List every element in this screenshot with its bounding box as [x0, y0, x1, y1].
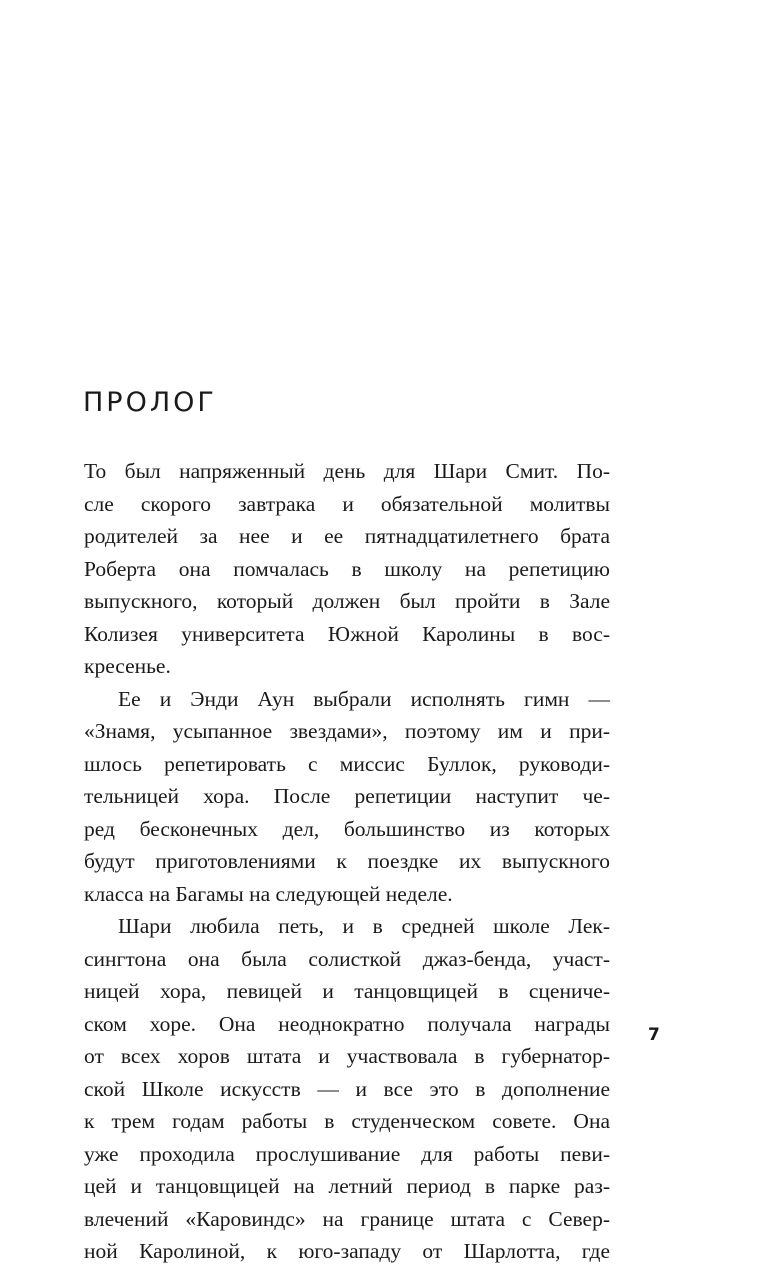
text-line: выпускного, который должен был пройти в Зале	[84, 589, 610, 613]
text-line: ной Каролиной, к юго-западу от Шарлотта, где	[84, 1239, 610, 1263]
text-line: Ее и Энди Аун выбрали исполнять гимн —	[118, 686, 610, 711]
text-line: Шари любила петь, и в средней школе Лек-	[118, 914, 610, 938]
text-line: Роберта она помчалась в школу на репетицию	[84, 556, 610, 581]
text-line: ской Школе искусств — и все это в дополнение	[84, 1076, 610, 1101]
text-line: класса на Багамы на следующей неделе.	[84, 881, 453, 906]
chapter-title: ПРОЛОГ	[83, 387, 217, 418]
page-number: 7	[648, 1025, 660, 1045]
text-line: будут приготовлениями к поездке их выпускного	[84, 849, 610, 873]
text-line: сле скорого завтрака и обязательной молитвы	[84, 491, 610, 516]
text-line: «Знамя, усыпанное звездами», поэтому им и при-	[84, 719, 610, 743]
text-line: родителей за нее и ее пятнадцатилетнего брата	[84, 524, 610, 548]
body-text	[84, 455, 610, 1268]
text-line: от всех хоров штата и участвовала в губернатор-	[84, 1044, 610, 1068]
text-line: кресенье.	[84, 654, 171, 678]
text-line: уже проходила прослушивание для работы певи-	[84, 1141, 610, 1166]
text-line: к трем годам работы в студенческом совете. Она	[84, 1109, 610, 1133]
text-line: ском хоре. Она неоднократно получала награды	[84, 1011, 610, 1036]
text-line: То был напряженный день для Шари Смит. По-	[84, 459, 610, 483]
text-line: влечений «Каровиндс» на границе штата с Север-	[84, 1206, 610, 1231]
text-line: шлось репетировать с миссис Буллок, руководи-	[84, 751, 610, 776]
text-line: сингтона она была солисткой джаз-бенда, участ-	[84, 946, 610, 971]
text-line: ницей хора, певицей и танцовщицей в сцениче-	[84, 979, 610, 1003]
text-line: цей и танцовщицей на летний период в парке раз-	[84, 1174, 610, 1198]
text-line: Колизея университета Южной Каролины в вос-	[84, 621, 610, 646]
text-line: тельницей хора. После репетиции наступит че-	[84, 784, 610, 808]
text-line: ред бесконечных дел, большинство из которых	[84, 816, 610, 841]
